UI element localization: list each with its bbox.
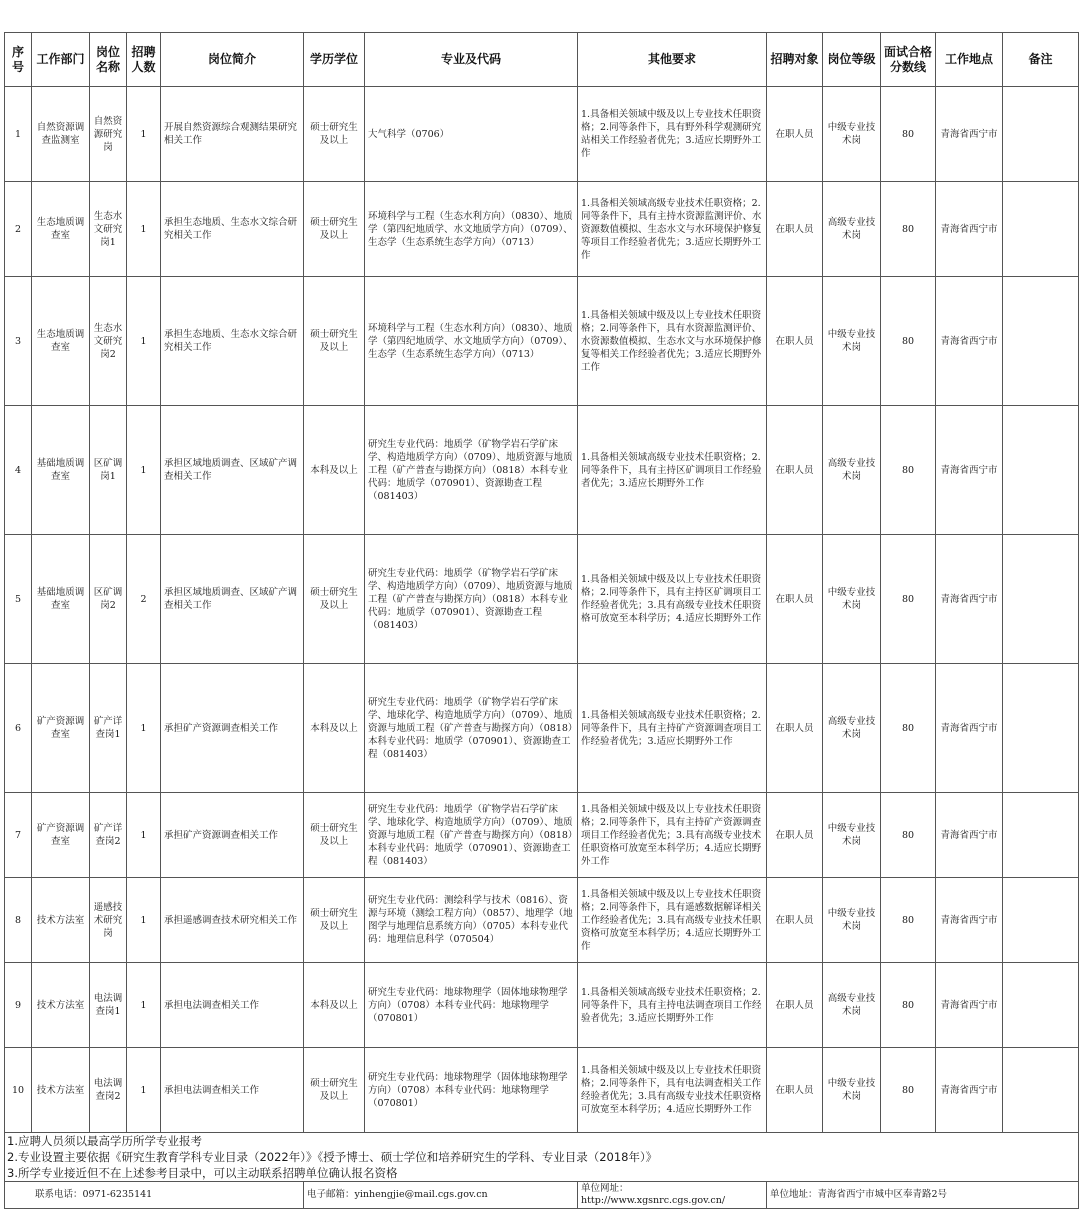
cell-score: 80 [881,963,936,1048]
header-target: 招聘对象 [767,33,823,87]
cell-score: 80 [881,87,936,182]
cell-level: 中级专业技术岗 [823,1048,881,1133]
recruitment-table [4,32,1078,1222]
cell-major: 研究生专业代码：地质学（矿物学岩石学矿床学、构造地质学方向）（0709）、地质资源与地质工程（矿产普查与勘探方向）（0818）本科专业代码：地质学（070901）、资源勘查工程（081403） [365,535,578,664]
cell-target: 在职人员 [767,793,823,878]
cell-target: 在职人员 [767,182,823,277]
cell-seq: 8 [5,878,32,963]
note-row [5,1149,1079,1165]
cell-count: 1 [127,878,161,963]
cell-remark [1003,182,1079,277]
cell-level: 高级专业技术岗 [823,406,881,535]
cell-seq: 10 [5,1048,32,1133]
header-remark: 备注 [1003,33,1079,87]
cell-intro: 承担生态地质、生态水文综合研究相关工作 [161,277,304,406]
cell-place: 青海省西宁市 [936,406,1003,535]
cell-score: 80 [881,535,936,664]
table-row [5,1048,1079,1133]
cell-intro: 承担矿产资源调查相关工作 [161,664,304,793]
table-row [5,664,1079,793]
table-row [5,87,1079,182]
cell-score: 80 [881,1048,936,1133]
header-other: 其他要求 [578,33,767,87]
cell-target: 在职人员 [767,878,823,963]
cell-target: 在职人员 [767,1048,823,1133]
cell-place: 青海省西宁市 [936,1048,1003,1133]
contact-website: 单位网址：http://www.xgsnrc.cgs.gov.cn/ [578,1182,767,1209]
cell-post: 生态水文研究岗1 [90,182,127,277]
cell-post: 电法调查岗2 [90,1048,127,1133]
cell-intro: 承担区域地质调查、区域矿产调查相关工作 [161,535,304,664]
cell-seq: 6 [5,664,32,793]
table-row [5,878,1079,963]
cell-target: 在职人员 [767,963,823,1048]
contact-email: 电子邮箱：yinhengjie@mail.cgs.gov.cn [304,1182,578,1209]
cell-post: 自然资源研究岗 [90,87,127,182]
cell-level: 中级专业技术岗 [823,793,881,878]
cell-level: 高级专业技术岗 [823,182,881,277]
cell-seq: 3 [5,277,32,406]
cell-remark [1003,87,1079,182]
cell-intro: 承担矿产资源调查相关工作 [161,793,304,878]
cell-count: 1 [127,182,161,277]
cell-score: 80 [881,664,936,793]
cell-intro: 承担生态地质、生态水文综合研究相关工作 [161,182,304,277]
cell-level: 中级专业技术岗 [823,535,881,664]
cell-remark [1003,277,1079,406]
cell-major: 研究生专业代码：地质学（矿物学岩石学矿床学、构造地质学方向）（0709）、地质资源与地质工程（矿产普查与勘探方向）（0818）本科专业代码：地质学（070901）、资源勘查工程（081403） [365,406,578,535]
cell-dept: 生态地质调查室 [32,182,90,277]
cell-remark [1003,793,1079,878]
cell-seq: 1 [5,87,32,182]
cell-post: 遥感技术研究岗 [90,878,127,963]
header-major: 专业及代码 [365,33,578,87]
cell-remark [1003,535,1079,664]
cell-degree: 硕士研究生及以上 [304,277,365,406]
cell-other: 1.具备相关领域中级及以上专业技术任职资格；2.同等条件下，具有遥感数据解译相关工作经验者优先；3.具有高级专业技术任职资格可放宽至本科学历；4.适应长期野外工作 [578,878,767,963]
cell-major: 研究生专业代码：地质学（矿物学岩石学矿床学、地球化学、构造地质学方向）（0709）、地质资源与地质工程（矿产普查与勘探方向）（0818）本科专业代码：地质学（070901）、资源勘查工程（081403） [365,793,578,878]
cell-degree: 本科及以上 [304,963,365,1048]
cell-level: 中级专业技术岗 [823,277,881,406]
cell-dept: 技术方法室 [32,1048,90,1133]
cell-level: 高级专业技术岗 [823,664,881,793]
header-score: 面试合格分数线 [881,33,936,87]
cell-degree: 本科及以上 [304,406,365,535]
note-text: 2.专业设置主要依据《研究生教育学科专业目录（2022年）》《授予博士、硕士学位和培养研究生的学科、专业目录（2018年）》 [5,1149,1079,1165]
cell-count: 1 [127,87,161,182]
cell-intro: 承担电法调查相关工作 [161,1048,304,1133]
cell-major: 环境科学与工程（生态水利方向）（0830）、地质学（第四纪地质学、水文地质学方向）（0709）、生态学（生态系统生态学方向）（0713） [365,277,578,406]
cell-major: 研究生专业代码：地球物理学（固体地球物理学方向）（0708）本科专业代码：地球物理学（070801） [365,963,578,1048]
header-post-name: 岗位名称 [90,33,127,87]
cell-dept: 矿产资源调查室 [32,664,90,793]
cell-score: 80 [881,277,936,406]
cell-dept: 自然资源调查监测室 [32,87,90,182]
cell-degree: 硕士研究生及以上 [304,878,365,963]
header-degree: 学历学位 [304,33,365,87]
cell-intro: 开展自然资源综合观测结果研究相关工作 [161,87,304,182]
cell-count: 1 [127,963,161,1048]
cell-dept: 生态地质调查室 [32,277,90,406]
cell-post: 生态水文研究岗2 [90,277,127,406]
cell-count: 1 [127,1048,161,1133]
note-text: 3.所学专业接近但不在上述参考目录中，可以主动联系招聘单位确认报名资格 [5,1165,1079,1182]
cell-seq: 4 [5,406,32,535]
cell-count: 2 [127,535,161,664]
cell-degree: 硕士研究生及以上 [304,793,365,878]
cell-degree: 硕士研究生及以上 [304,182,365,277]
cell-target: 在职人员 [767,87,823,182]
cell-target: 在职人员 [767,406,823,535]
cell-remark [1003,1048,1079,1133]
cell-count: 1 [127,277,161,406]
cell-place: 青海省西宁市 [936,793,1003,878]
cell-intro: 承担遥感调查技术研究相关工作 [161,878,304,963]
cell-major: 研究生专业代码：测绘科学与技术（0816）、资源与环境（测绘工程方向）（0857）、地理学（地图学与地理信息系统方向）（0705）本科专业代码：地理信息科学（070504） [365,878,578,963]
cell-score: 80 [881,182,936,277]
note-row [5,1165,1079,1182]
cell-remark [1003,406,1079,535]
cell-remark [1003,664,1079,793]
cell-dept: 技术方法室 [32,963,90,1048]
header-intro: 岗位简介 [161,33,304,87]
cell-post: 矿产详查岗2 [90,793,127,878]
cell-other: 1.具备相关领域中级及以上专业技术任职资格；2.同等条件下，具有野外科学观测研究站相关工作经验者优先；3.适应长期野外工作 [578,87,767,182]
cell-place: 青海省西宁市 [936,182,1003,277]
cell-place: 青海省西宁市 [936,277,1003,406]
cell-target: 在职人员 [767,535,823,664]
table-row [5,963,1079,1048]
cell-post: 矿产详查岗1 [90,664,127,793]
cell-intro: 承担区域地质调查、区域矿产调查相关工作 [161,406,304,535]
cell-place: 青海省西宁市 [936,878,1003,963]
positions-table [4,32,1079,1209]
cell-dept: 矿产资源调查室 [32,793,90,878]
cell-post: 区矿调岗1 [90,406,127,535]
cell-other: 1.具备相关领域中级及以上专业技术任职资格；2.同等条件下，具有电法调查相关工作经验者优先；3.具有高级专业技术任职资格可放宽至本科学历；4.适应长期野外工作 [578,1048,767,1133]
table-row [5,277,1079,406]
cell-other: 1.具备相关领域中级及以上专业技术任职资格；2.同等条件下，具有主持矿产资源调查项目工作经验者优先；3.具有高级专业技术任职资格可放宽至本科学历；4.适应长期野外工作 [578,793,767,878]
cell-other: 1.具备相关领域高级专业技术任职资格；2.同等条件下，具有主持电法调查项目工作经验者优先；3.适应长期野外工作 [578,963,767,1048]
cell-dept: 基础地质调查室 [32,535,90,664]
contact-row [5,1182,1079,1209]
cell-degree: 硕士研究生及以上 [304,1048,365,1133]
header-seq: 序号 [5,33,32,87]
cell-seq: 5 [5,535,32,664]
cell-intro: 承担电法调查相关工作 [161,963,304,1048]
contact-phone: 联系电话：0971-6235141 [5,1182,304,1209]
cell-remark [1003,963,1079,1048]
cell-other: 1.具备相关领域中级及以上专业技术任职资格；2.同等条件下，具有主持区矿调项目工作经验者优先；3.具有高级专业技术任职资格可放宽至本科学历；4.适应长期野外工作 [578,535,767,664]
header-place: 工作地点 [936,33,1003,87]
cell-place: 青海省西宁市 [936,664,1003,793]
cell-score: 80 [881,878,936,963]
cell-other: 1.具备相关领域高级专业技术任职资格；2.同等条件下，具有主持矿产资源调查项目工作经验者优先；3.适应长期野外工作 [578,664,767,793]
cell-score: 80 [881,406,936,535]
header-count: 招聘人数 [127,33,161,87]
cell-count: 1 [127,406,161,535]
cell-target: 在职人员 [767,277,823,406]
cell-target: 在职人员 [767,664,823,793]
cell-place: 青海省西宁市 [936,87,1003,182]
cell-seq: 7 [5,793,32,878]
table-row [5,535,1079,664]
cell-degree: 本科及以上 [304,664,365,793]
table-row [5,793,1079,878]
cell-count: 1 [127,793,161,878]
cell-major: 研究生专业代码：地球物理学（固体地球物理学方向）（0708）本科专业代码：地球物理学（070801） [365,1048,578,1133]
header-dept: 工作部门 [32,33,90,87]
cell-major: 大气科学（0706） [365,87,578,182]
cell-degree: 硕士研究生及以上 [304,87,365,182]
cell-count: 1 [127,664,161,793]
note-row [5,1133,1079,1150]
cell-place: 青海省西宁市 [936,535,1003,664]
cell-seq: 9 [5,963,32,1048]
cell-other: 1.具备相关领域高级专业技术任职资格；2.同等条件下，具有主持水资源监测评价、水资源数值模拟、生态水文与水环境保护修复等项目工作经验者优先；3.适应长期野外工作 [578,182,767,277]
header-row [5,33,1079,87]
cell-level: 中级专业技术岗 [823,878,881,963]
cell-other: 1.具备相关领域中级及以上专业技术任职资格；2.同等条件下，具有水资源监测评价、水资源数值模拟、生态水文与水环境保护修复等相关工作经验者优先；3.适应长期野外工作 [578,277,767,406]
cell-post: 区矿调岗2 [90,535,127,664]
cell-dept: 基础地质调查室 [32,406,90,535]
cell-level: 中级专业技术岗 [823,87,881,182]
cell-major: 研究生专业代码：地质学（矿物学岩石学矿床学、地球化学、构造地质学方向）（0709）、地质资源与地质工程（矿产普查与勘探方向）（0818）本科专业代码：地质学（070901）、资源勘查工程（081403） [365,664,578,793]
header-level: 岗位等级 [823,33,881,87]
cell-major: 环境科学与工程（生态水利方向）（0830）、地质学（第四纪地质学、水文地质学方向）（0709）、生态学（生态系统生态学方向）（0713） [365,182,578,277]
cell-remark [1003,878,1079,963]
table-row [5,406,1079,535]
contact-address: 单位地址：青海省西宁市城中区奉青路2号 [767,1182,1079,1209]
note-text: 1.应聘人员须以最高学历所学专业报考 [5,1133,1079,1150]
cell-post: 电法调查岗1 [90,963,127,1048]
cell-seq: 2 [5,182,32,277]
cell-place: 青海省西宁市 [936,963,1003,1048]
cell-score: 80 [881,793,936,878]
cell-other: 1.具备相关领域高级专业技术任职资格；2.同等条件下，具有主持区矿调项目工作经验者优先；3.适应长期野外工作 [578,406,767,535]
cell-degree: 硕士研究生及以上 [304,535,365,664]
table-row [5,182,1079,277]
cell-dept: 技术方法室 [32,878,90,963]
cell-level: 高级专业技术岗 [823,963,881,1048]
